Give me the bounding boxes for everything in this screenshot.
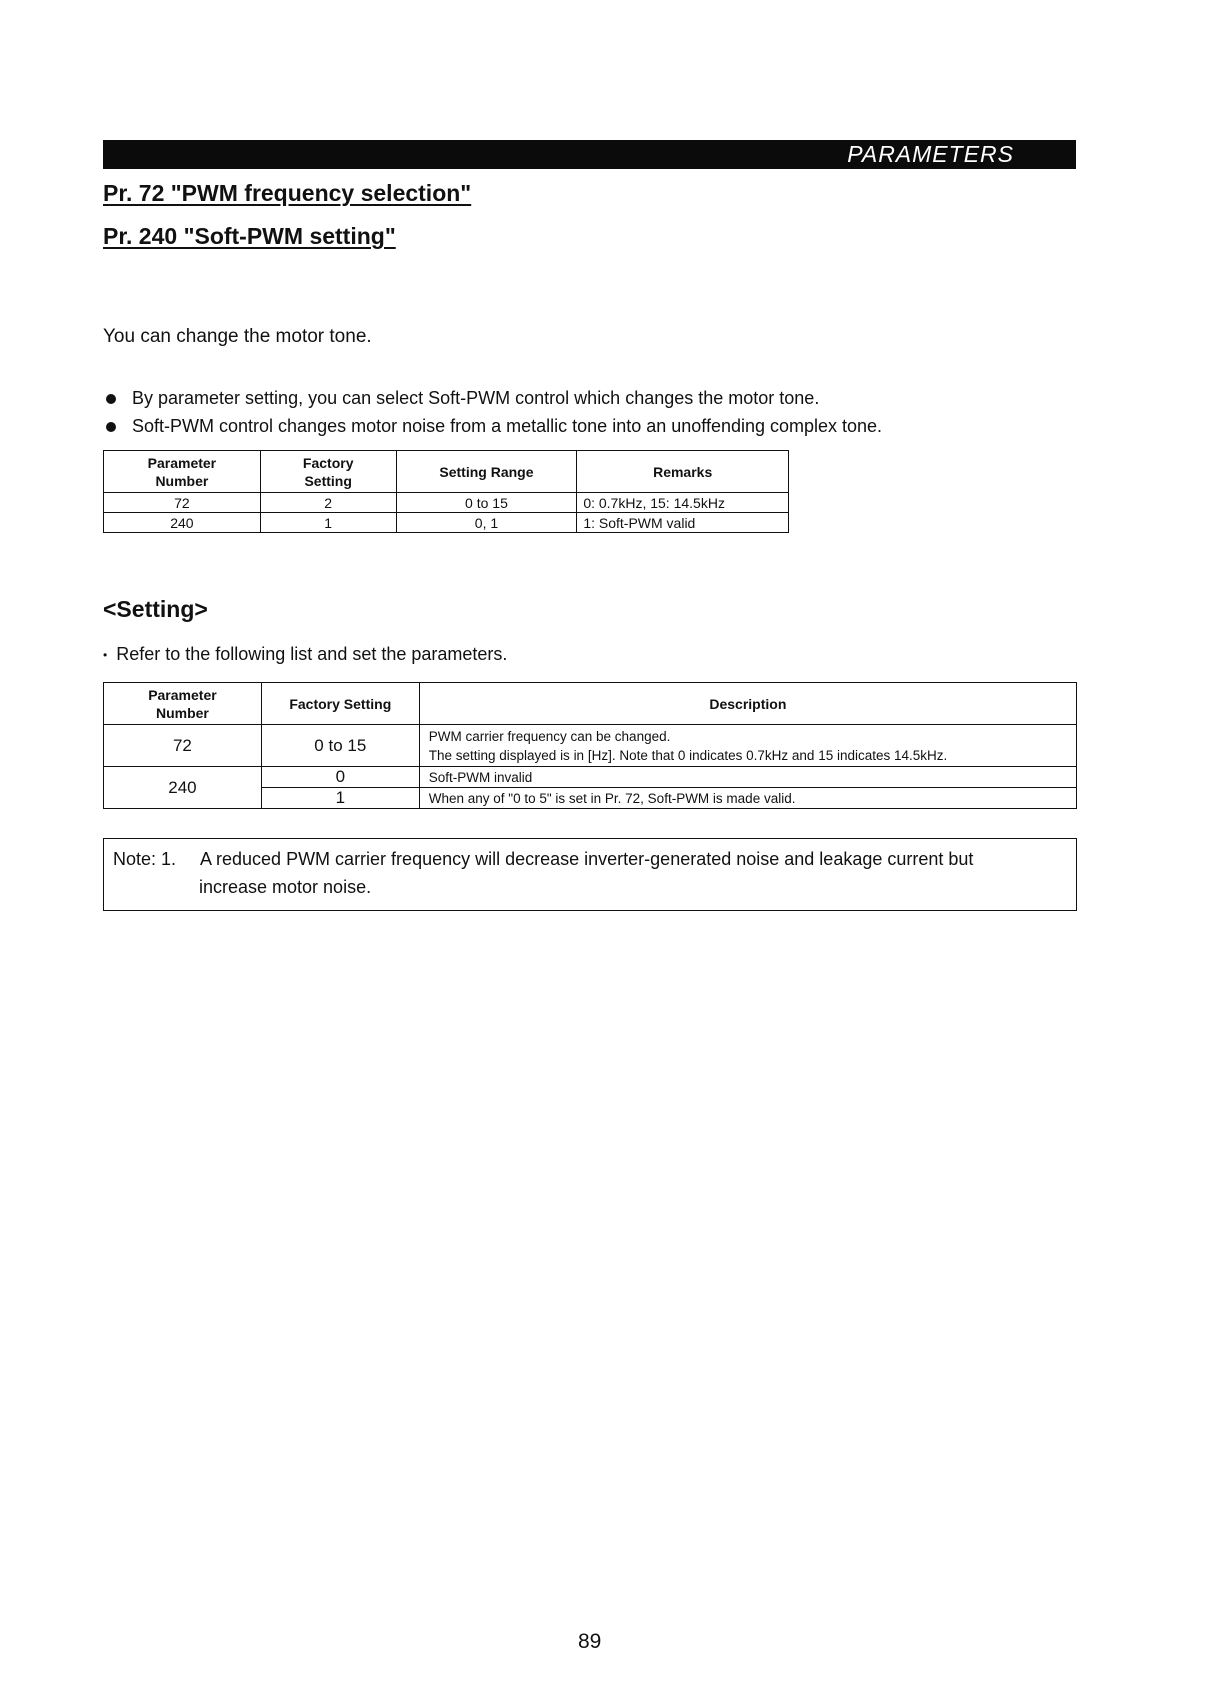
cell-factory: 0 to 15: [261, 725, 419, 767]
cell-param: 72: [104, 493, 261, 513]
cell-factory: 2: [260, 493, 396, 513]
header-factory-setting: Factory Setting: [261, 683, 419, 725]
cell-param: 72: [104, 725, 262, 767]
header-parameter-number: [104, 451, 261, 493]
header-text: Number: [155, 472, 209, 489]
header-text: Parameter: [147, 454, 217, 471]
cell-remarks: 1: Soft-PWM valid: [577, 513, 789, 533]
intro-text: You can change the motor tone.: [103, 326, 372, 347]
instruction-text: Refer to the following list and set the parameters.: [116, 644, 508, 664]
table-row: [104, 493, 789, 513]
bullet-item: Soft-PWM control changes motor noise from a metallic tone into an unoffending complex tone.: [103, 412, 882, 440]
title-pr240: Pr. 240 "Soft-PWM setting": [103, 223, 396, 249]
setting-description-table: [103, 682, 1077, 809]
description-line: The setting displayed is in [Hz]. Note that 0 indicates 0.7kHz and 15 indicates 14.5kHz.: [428, 747, 948, 763]
cell-factory: 0: [261, 767, 419, 788]
section-banner: [103, 140, 1076, 169]
header-text: Number: [155, 704, 209, 721]
note-label: [113, 849, 176, 870]
page-number: 89: [578, 1630, 602, 1653]
feature-bullets: [103, 384, 882, 440]
header-parameter-number: [104, 683, 262, 725]
header-setting-range: Setting Range: [396, 451, 577, 493]
table-header-row: [104, 683, 1077, 725]
cell-description: Soft-PWM invalid: [419, 767, 1076, 788]
table-row: [104, 767, 1077, 788]
title-pr72: Pr. 72 "PWM frequency selection": [103, 180, 472, 206]
header-remarks: Remarks: [577, 451, 789, 493]
table-row: [104, 725, 1077, 767]
table-header-row: [104, 451, 789, 493]
note-box: [103, 838, 1077, 911]
header-text: Setting: [304, 472, 352, 489]
cell-factory: 1: [260, 513, 396, 533]
cell-param: 240: [104, 513, 261, 533]
note-line: A reduced PWM carrier frequency will decrease inverter-generated noise and leakage current but: [200, 849, 974, 869]
note-label-text: Note:: [113, 849, 157, 869]
table-row: [104, 513, 789, 533]
header-description: Description: [419, 683, 1076, 725]
note-line: increase motor noise.: [199, 877, 372, 897]
header-text: Factory: [302, 454, 354, 471]
cell-description: When any of "0 to 5" is set in Pr. 72, Soft-PWM is made valid.: [419, 788, 1076, 809]
bullet-dot-icon: •: [103, 648, 108, 663]
setting-instruction: [103, 644, 507, 665]
cell-factory: 1: [261, 788, 419, 809]
header-factory-setting: [260, 451, 396, 493]
note-item-number: 1.: [161, 849, 177, 869]
description-line: PWM carrier frequency can be changed.: [428, 728, 671, 744]
setting-heading: <Setting>: [103, 596, 208, 622]
cell-range: 0 to 15: [396, 493, 577, 513]
cell-remarks: 0: 0.7kHz, 15: 14.5kHz: [577, 493, 789, 513]
cell-range: 0, 1: [396, 513, 577, 533]
header-text: Parameter: [148, 686, 217, 703]
bullet-item: By parameter setting, you can select Soft-PWM control which changes the motor tone.: [103, 384, 882, 412]
parameter-table: [103, 450, 789, 533]
cell-param: 240: [104, 767, 262, 809]
banner-text: PARAMETERS: [847, 141, 1014, 167]
cell-description: [419, 725, 1076, 767]
